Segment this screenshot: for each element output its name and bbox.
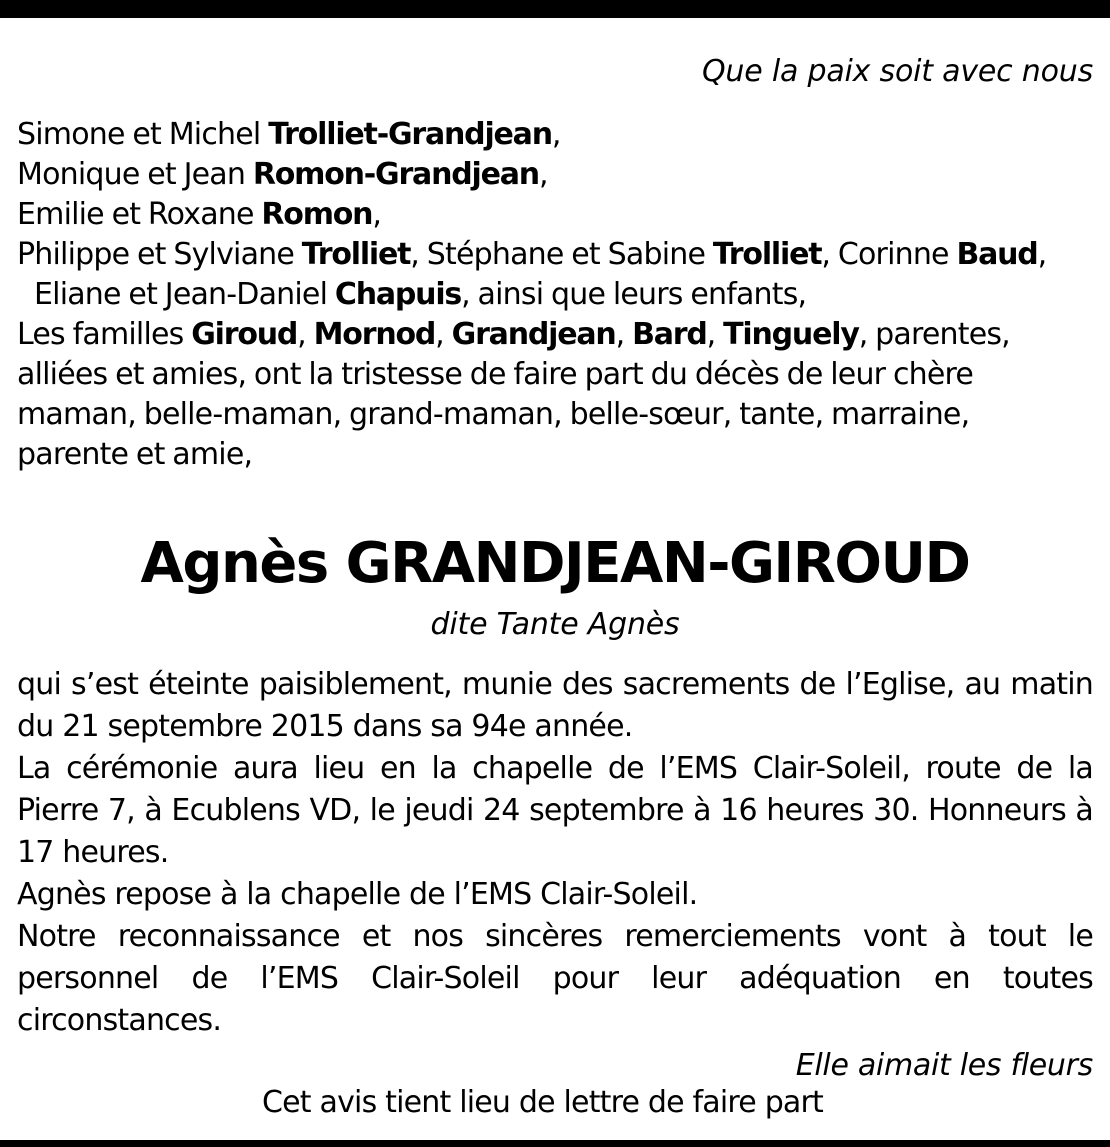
family-surname: Chapuis (334, 277, 462, 312)
resting-place-paragraph: Agnès repose à la chapelle de l’EMS Clair-Soleil. (17, 877, 698, 912)
family-announcement (17, 115, 1093, 475)
family-text: , ainsi que leurs enfants, (461, 277, 807, 312)
family-text: , (372, 197, 382, 232)
family-text: Monique et Jean (17, 157, 253, 192)
death-paragraph: qui s’est éteinte paisiblement, munie des sacrements de l’Eglise, au matin du 21 septembre 2015 dans sa 94e année. (17, 667, 1093, 744)
family-text: , (1037, 237, 1047, 272)
family-line (17, 355, 1093, 395)
family-line (17, 195, 1093, 235)
family-surname: Trolliet (301, 237, 411, 272)
thanks-paragraph: Notre reconnaissance et nos sincères remerciements vont à tout le personnel de l’EMS Clair-Soleil pour leur adéquation en toutes circonstances. (17, 919, 1093, 1038)
family-text: , (615, 317, 633, 352)
family-line (17, 115, 1093, 155)
closing-quote: Elle aimait les fleurs (795, 1048, 1093, 1083)
family-text: , (538, 157, 548, 192)
family-text: Emilie et Roxane (17, 197, 262, 232)
bottom-rule (0, 1140, 1110, 1147)
family-text: Les familles (17, 317, 192, 352)
opening-quote: Que la paix soit avec nous (702, 54, 1093, 89)
family-surname: Romon-Grandjean (252, 157, 539, 192)
family-surname: Mornod (313, 317, 436, 352)
family-text: Simone et Michel (17, 117, 269, 152)
family-surname: Baud (956, 237, 1038, 272)
deceased-alias: dite Tante Agnès (430, 607, 680, 642)
family-text: , Corinne (821, 237, 957, 272)
family-line (17, 395, 1093, 435)
family-line (17, 315, 1093, 355)
family-text: , (297, 317, 314, 352)
family-surname: Grandjean (451, 317, 616, 352)
family-text: maman, belle-maman, grand-maman, belle-sœur, tante, marraine, (17, 397, 970, 432)
family-line (17, 235, 1093, 275)
family-surname: Trolliet-Grandjean (268, 117, 552, 152)
family-text: Eliane et Jean-Daniel (34, 277, 335, 312)
family-text: , (435, 317, 452, 352)
family-surname: Giroud (191, 317, 298, 352)
family-line (17, 435, 1093, 475)
family-text: , Stéphane et Sabine (410, 237, 713, 272)
family-surname: Trolliet (712, 237, 822, 272)
family-surname: Romon (261, 197, 373, 232)
family-line (17, 155, 1093, 195)
family-surname: Bard (632, 317, 707, 352)
family-text: , parentes, (858, 317, 1010, 352)
family-text: , (551, 117, 561, 152)
family-text: alliées et amies, ont la tristesse de faire part du décès de leur chère (17, 357, 974, 392)
family-line (17, 275, 1093, 315)
family-text: , (706, 317, 724, 352)
deceased-name: Agnès GRANDJEAN-GIROUD (140, 531, 970, 596)
top-rule (0, 0, 1110, 18)
ceremony-paragraph: La cérémonie aura lieu en la chapelle de l’EMS Clair-Soleil, route de la Pierre 7, à Ecublens VD, le jeudi 24 septembre à 16 heures 30. Honneurs à 17 heures. (17, 751, 1093, 870)
family-surname: Tinguely (723, 317, 859, 352)
family-text: Philippe et Sylviane (17, 237, 302, 272)
obituary-body (17, 52, 1093, 1086)
family-text: parente et amie, (17, 437, 253, 472)
notice-line: Cet avis tient lieu de lettre de faire part (262, 1085, 824, 1120)
